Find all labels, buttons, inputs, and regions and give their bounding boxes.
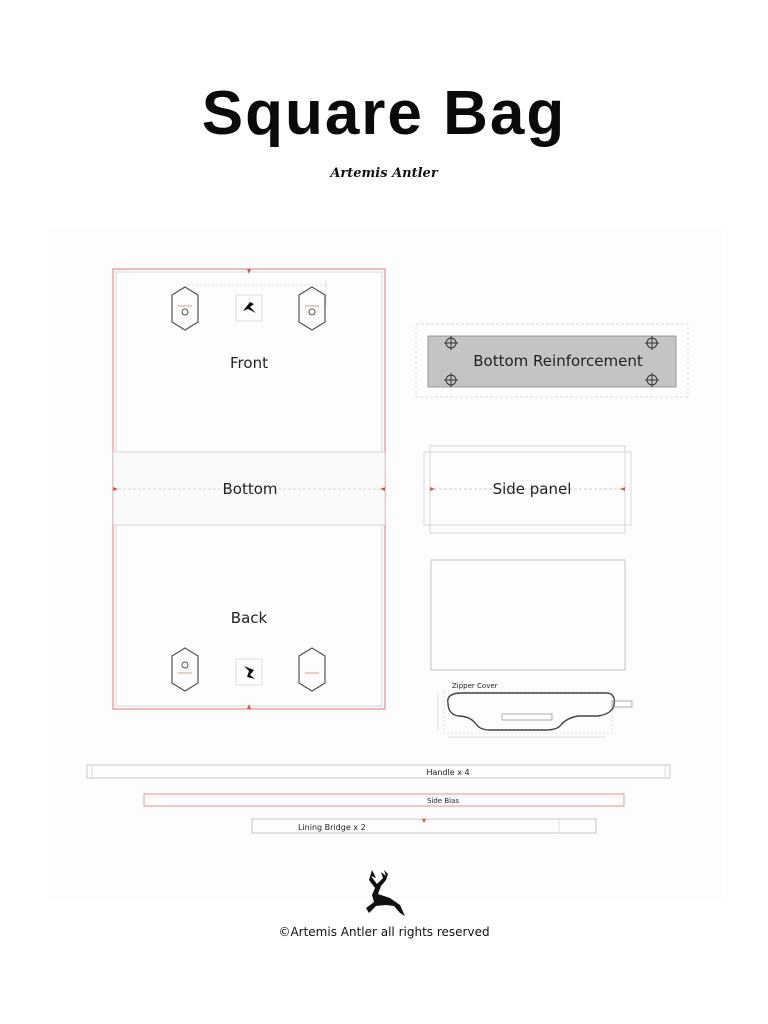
lining-panel-piece [431, 560, 625, 670]
side-bias-piece [144, 794, 624, 806]
lining-bridge-label: Lining Bridge x 2 [298, 823, 366, 832]
side-bias-label: Side Bias [426, 797, 460, 805]
side-panel-label: Side panel [492, 480, 572, 498]
deer-label-icon [236, 659, 262, 685]
handle-strip-piece [87, 765, 670, 778]
hexagon-marker-icon [299, 287, 325, 330]
copyright-text: ©Artemis Antler all rights reserved [278, 925, 490, 939]
author-signature: Artemis Antler [330, 166, 438, 181]
bottom-reinforcement-label: Bottom Reinforcement [473, 352, 643, 370]
hexagon-marker-icon [172, 648, 198, 691]
hexagon-marker-icon [299, 648, 325, 691]
zipper-cover-piece [438, 692, 632, 737]
handle-label: Handle x 4 [426, 768, 470, 777]
document-title: Square Bag [201, 79, 567, 148]
zipper-cover-label: Zipper Cover [452, 682, 498, 690]
back-label: Back [230, 609, 268, 627]
front-label: Front [230, 354, 268, 372]
deer-logo-icon [366, 870, 405, 916]
bottom-label: Bottom [222, 480, 278, 498]
hexagon-marker-icon [172, 287, 198, 330]
deer-label-icon [236, 295, 262, 321]
